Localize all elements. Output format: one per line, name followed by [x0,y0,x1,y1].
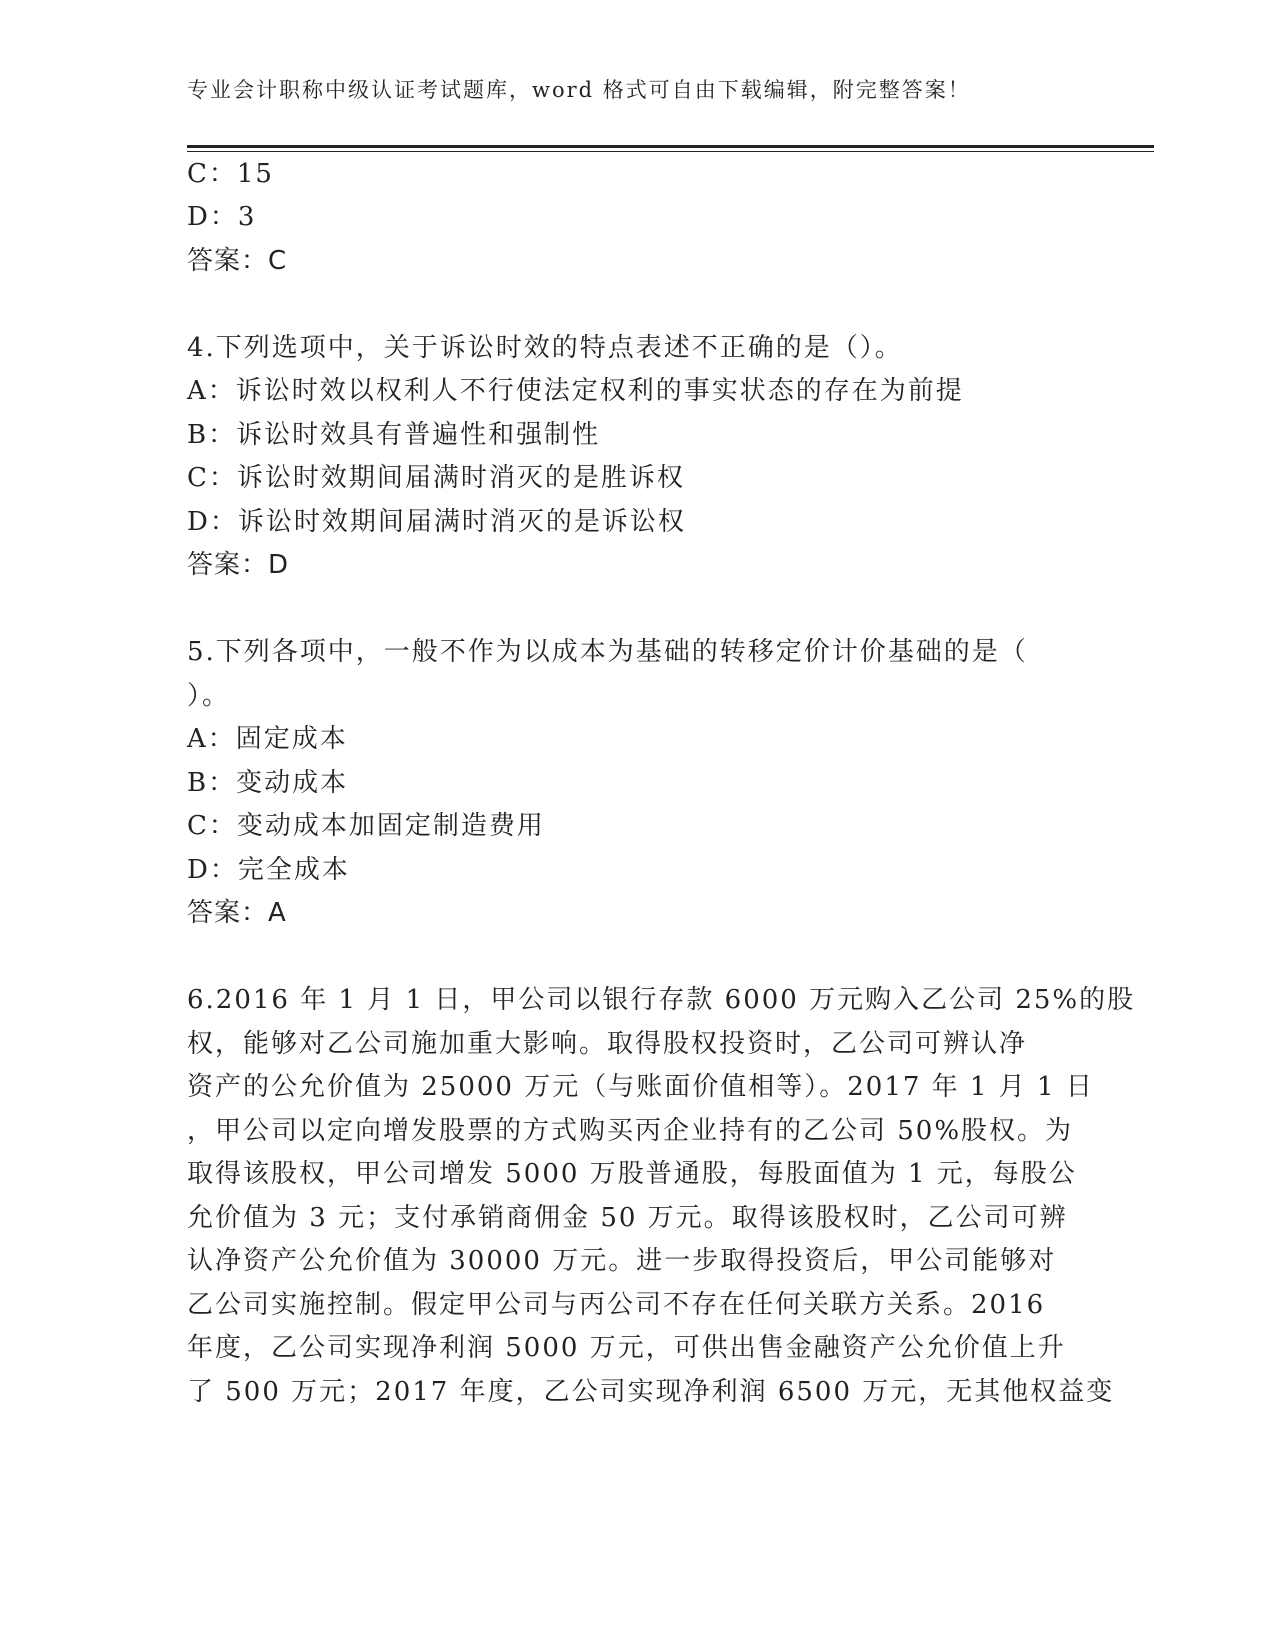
header-rule-thick [187,145,1154,148]
q6-line: 年度，乙公司实现净利润 5000 万元，可供出售金融资产公允价值上升 [187,1333,1066,1363]
page-header: 专业会计职称中级认证考试题库，word 格式可自由下载编辑，附完整答案！ [187,78,971,102]
q6-line: 资产的公允价值为 25000 万元（与账面价值相等）。2017 年 1 月 1 日 [187,1072,1094,1102]
q3-option-d: D：3 [187,202,257,232]
q6-line: 了 500 万元；2017 年度，乙公司实现净利润 6500 万元，无其他权益变 [187,1377,1115,1407]
q3-option-c: C：15 [187,159,274,189]
q5-option-c: C：变动成本加固定制造费用 [187,811,545,841]
q5-stem-line1: 5.下列各项中，一般不作为以成本为基础的转移定价计价基础的是（ [187,637,1028,667]
q6-line: 允价值为 3 元；支付承销商佣金 50 万元。取得该股权时，乙公司可辨 [187,1203,1068,1233]
q6-line: 6.2016 年 1 月 1 日，甲公司以银行存款 6000 万元购入乙公司 25%的股 [187,985,1136,1015]
q6-line: ，甲公司以定向增发股票的方式购买丙企业持有的乙公司 50%股权。为 [187,1116,1074,1146]
q4-option-b: B：诉讼时效具有普遍性和强制性 [187,420,601,450]
q5-answer: 答案：A [187,898,287,928]
q5-stem-line2: ）。 [187,681,231,711]
q6-line: 取得该股权，甲公司增发 5000 万股普通股，每股面值为 1 元，每股公 [187,1159,1077,1189]
q6-line: 权，能够对乙公司施加重大影响。取得股权投资时，乙公司可辨认净 [187,1029,1028,1059]
q6-line: 乙公司实施控制。假定甲公司与丙公司不存在任何关联方关系。2016 [187,1290,1046,1320]
q3-answer: 答案：C [187,246,288,276]
header-rule-thin [187,151,1154,152]
q4-option-c: C：诉讼时效期间届满时消灭的是胜诉权 [187,463,685,493]
q5-option-d: D：完全成本 [187,855,350,885]
q4-stem: 4.下列选项中，关于诉讼时效的特点表述不正确的是（）。 [187,333,903,363]
q5-option-a: A：固定成本 [187,724,348,754]
q6-line: 认净资产公允价值为 30000 万元。进一步取得投资后，甲公司能够对 [187,1246,1057,1276]
q5-option-b: B：变动成本 [187,768,349,798]
q4-option-a: A：诉讼时效以权利人不行使法定权利的事实状态的存在为前提 [187,376,964,406]
q4-answer: 答案：D [187,550,290,580]
q4-option-d: D：诉讼时效期间届满时消灭的是诉讼权 [187,507,686,537]
